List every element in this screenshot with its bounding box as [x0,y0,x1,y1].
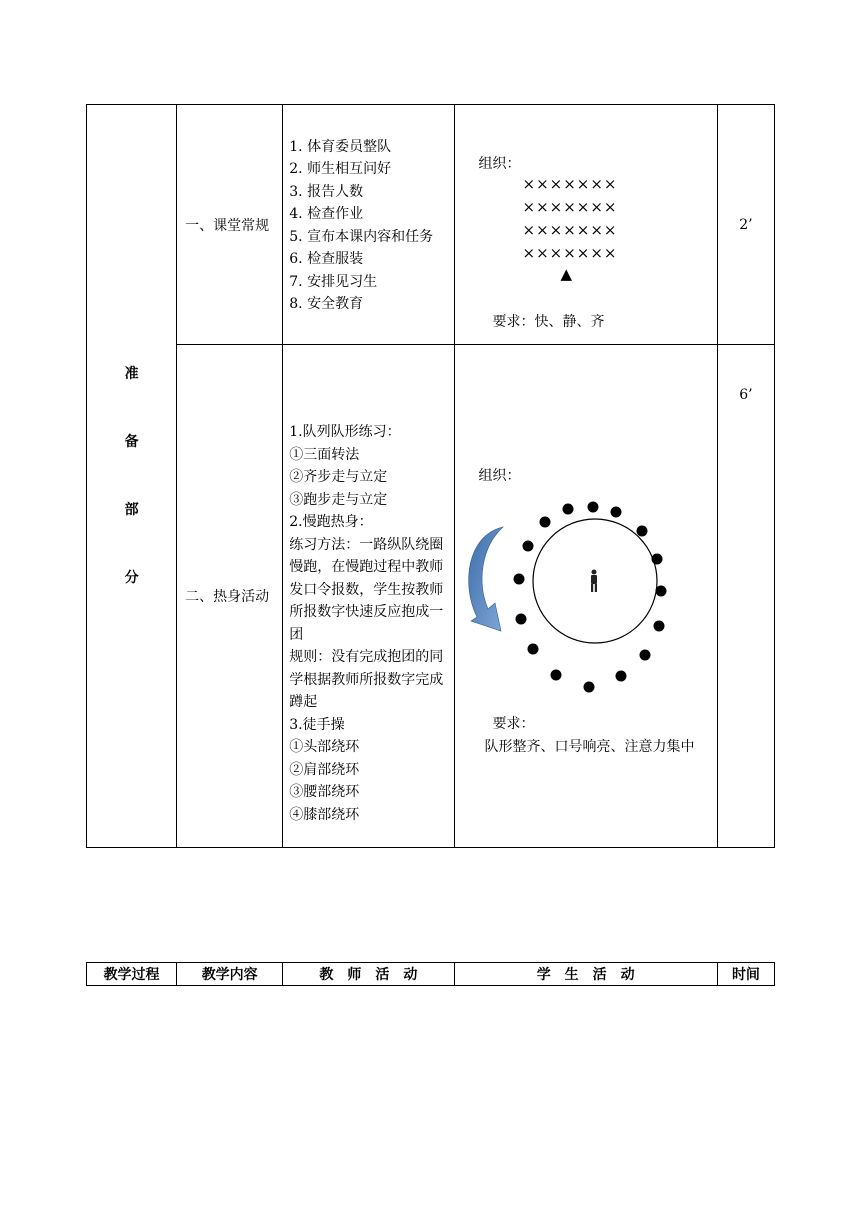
time-cell: 2’ [717,105,774,345]
list-item: 6. 检查服装 [289,251,364,267]
teacher-activity-warmup [283,345,454,848]
list-item: 2.慢跑热身： [289,514,373,530]
time-cell: 6’ [717,345,774,848]
student-activity-warmup [454,345,717,848]
table-header [86,962,775,986]
teacher-marker-icon: ▲ [560,265,573,283]
org-label: 组织： [478,468,521,484]
table-row [87,963,775,986]
teacher-figure-icon [591,570,597,593]
list-item: 练习方法：一路纵队绕圈慢跑，在慢跑过程中教师发口令报数，学生按教师所报数字快速反应抱成一团 [289,536,444,643]
student-dots [513,502,666,693]
table-row [87,105,775,345]
table-row [87,345,775,848]
list-item: 5. 宣布本课内容和任务 [289,228,434,245]
phase-char: 备 [124,434,139,450]
circle-formation-diagram [455,495,717,705]
list-item: 8. 安全教育 [289,296,364,312]
list-item: ③跑步走与立定 [289,491,388,508]
phase-char: 分 [124,570,139,586]
list-item: ②肩部绕环 [289,761,360,778]
formation-row: ××××××× [522,221,618,239]
list-item: 规则：没有完成抱团的同学根据教师所报数字完成蹲起 [289,649,444,710]
requirement-text: 要求：快、静、齐 [492,314,605,330]
list-item: ④膝部绕环 [289,806,360,823]
list-item: ②齐步走与立定 [289,469,388,485]
requirement-text: 队形整齐、口号响亮、注意力集中 [484,739,695,755]
list-item: 1.队列队形练习： [289,424,401,440]
lesson-table [86,104,775,848]
list-item: 7. 安排见习生 [289,273,378,290]
header-cell: 时间 [717,963,774,986]
org-label: 组织： [478,156,521,172]
list-item: 3.徒手操 [289,716,345,733]
header-cell: 学 生 活 动 [454,963,717,986]
list-item: ①三面转法 [289,446,360,463]
header-cell: 教学内容 [177,963,283,986]
list-item: 2. 师生相互问好 [289,161,392,177]
formation-row: ××××××× [522,175,618,193]
list-item: 1. 体育委员整队 [289,138,392,155]
requirement-label: 要求： [492,716,535,732]
list-item: 4. 检查作业 [289,206,364,222]
list-item: 3. 报告人数 [289,183,364,200]
phase-cell [87,105,177,848]
student-activity-routine [454,105,717,345]
content-warmup: 二、热身活动 [177,345,283,848]
teacher-activity-routine [283,105,454,345]
formation-row: ××××××× [522,198,618,216]
list-item: ①头部绕环 [289,739,360,755]
arrow-icon [468,527,502,631]
phase-char: 部 [124,502,139,518]
formation-row: ××××××× [522,244,618,262]
header-cell: 教学过程 [87,963,177,986]
phase-char: 准 [124,366,139,382]
list-item: ③腰部绕环 [289,784,360,800]
content-routine: 一、课堂常规 [177,105,283,345]
header-cell: 教 师 活 动 [283,963,454,986]
